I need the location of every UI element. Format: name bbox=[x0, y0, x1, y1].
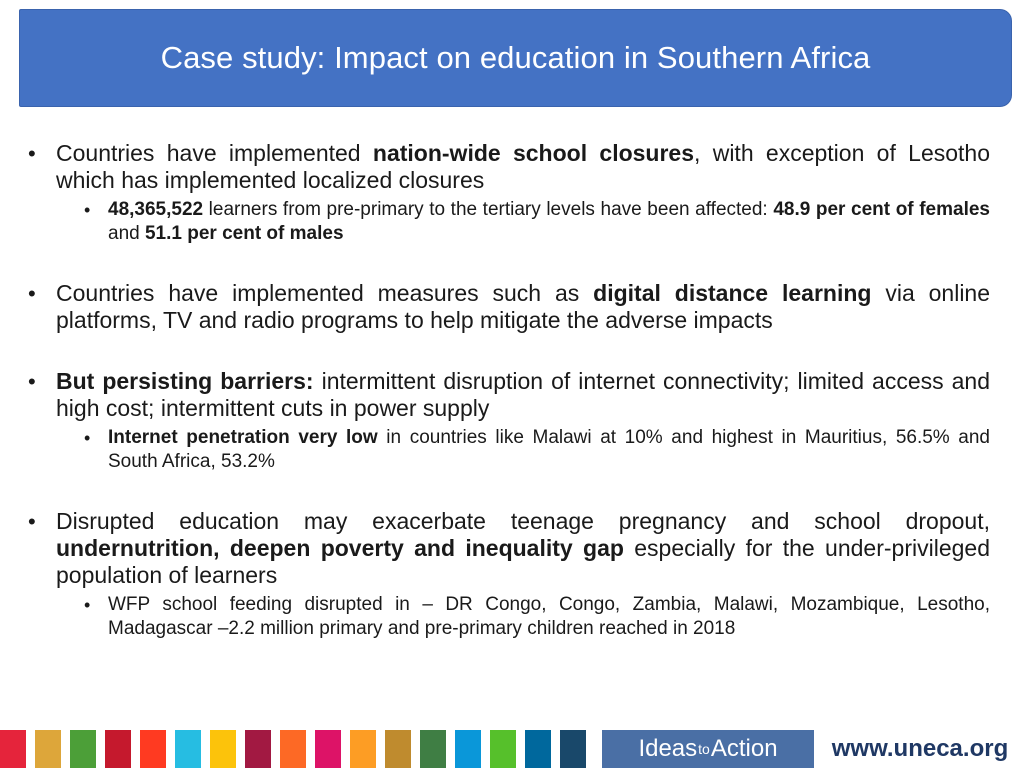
sdg-color-block bbox=[525, 730, 551, 768]
sdg-color-block bbox=[420, 730, 446, 768]
sub-bullet-wfp bbox=[28, 593, 990, 641]
sdg-color-block bbox=[210, 730, 236, 768]
sub-bullet-text: WFP school feeding disrupted in – DR Congo, Congo, Zambia, Malawi, Mozambique, Lesotho, Madagascar –2.2 million primary and pre-primary children reached in 2018 bbox=[108, 594, 990, 639]
sdg-color-block bbox=[560, 730, 586, 768]
sdg-color-block bbox=[35, 730, 61, 768]
sub-bullet-bold: 51.1 per cent of males bbox=[144, 223, 344, 244]
sdg-color-block bbox=[315, 730, 341, 768]
sdg-color-block bbox=[0, 730, 26, 768]
sdg-color-strip bbox=[0, 730, 595, 768]
bullet-distance-learning bbox=[28, 280, 990, 334]
sub-bullet-bold: 48,365,522 bbox=[108, 199, 204, 220]
sdg-color-block bbox=[350, 730, 376, 768]
sub-bullet-text: in countries like Malawi at 10% and highest in Mauritius, 56.5% and South Africa, 53.2% bbox=[108, 427, 990, 472]
website-url[interactable]: www.uneca.org bbox=[831, 735, 1009, 762]
sub-bullet-learners bbox=[28, 198, 990, 246]
bullet-text: Disrupted education may exacerbate teenage pregnancy and school dropout, bbox=[56, 508, 990, 534]
sdg-color-block bbox=[280, 730, 306, 768]
sdg-color-block bbox=[455, 730, 481, 768]
slide-content bbox=[28, 140, 990, 641]
logo-text-action: Action bbox=[710, 735, 778, 762]
sdg-color-block bbox=[175, 730, 201, 768]
bullet-text: Countries have implemented bbox=[56, 140, 373, 166]
bullet-text: especially for the under-privileged population of learners bbox=[56, 535, 990, 588]
sdg-color-block bbox=[245, 730, 271, 768]
sdg-color-block bbox=[385, 730, 411, 768]
logo-text-to: to bbox=[698, 741, 710, 757]
bullet-text: intermittent disruption of internet connectivity; limited access and high cost; intermittent cuts in power supply bbox=[56, 368, 990, 421]
sub-bullet-bold: 48.9 per cent of females bbox=[773, 199, 991, 220]
bullet-bold: digital distance learning bbox=[593, 280, 872, 306]
bullet-school-closures bbox=[28, 140, 990, 194]
footer bbox=[0, 730, 1024, 768]
bullet-text: Countries have implemented measures such as bbox=[56, 280, 594, 306]
bullet-barriers bbox=[28, 368, 990, 422]
sub-bullet-text: learners from pre-primary to the tertiary levels have been affected: bbox=[203, 199, 774, 220]
sdg-color-block bbox=[105, 730, 131, 768]
bullet-text: , with exception of Lesotho which has implemented localized closures bbox=[56, 140, 991, 193]
sub-bullet-internet bbox=[28, 426, 990, 474]
bullet-disrupted-education bbox=[28, 508, 990, 589]
bullet-bold: undernutrition, deepen poverty and inequality gap bbox=[56, 535, 624, 561]
sub-bullet-text: and bbox=[108, 223, 145, 244]
slide-title: Case study: Impact on education in Southern Africa bbox=[160, 40, 871, 75]
ideas-to-action-logo bbox=[602, 730, 814, 768]
title-bar bbox=[19, 9, 1012, 107]
bullet-bold: But persisting barriers: bbox=[56, 368, 314, 394]
bullet-bold: nation-wide school closures bbox=[372, 140, 695, 166]
logo-text-ideas: Ideas bbox=[638, 735, 698, 762]
sdg-color-block bbox=[70, 730, 96, 768]
sub-bullet-bold: Internet penetration very low bbox=[108, 427, 378, 448]
sdg-color-block bbox=[140, 730, 166, 768]
sdg-color-block bbox=[490, 730, 516, 768]
bullet-text: via online platforms, TV and radio programs to help mitigate the adverse impacts bbox=[56, 280, 991, 333]
